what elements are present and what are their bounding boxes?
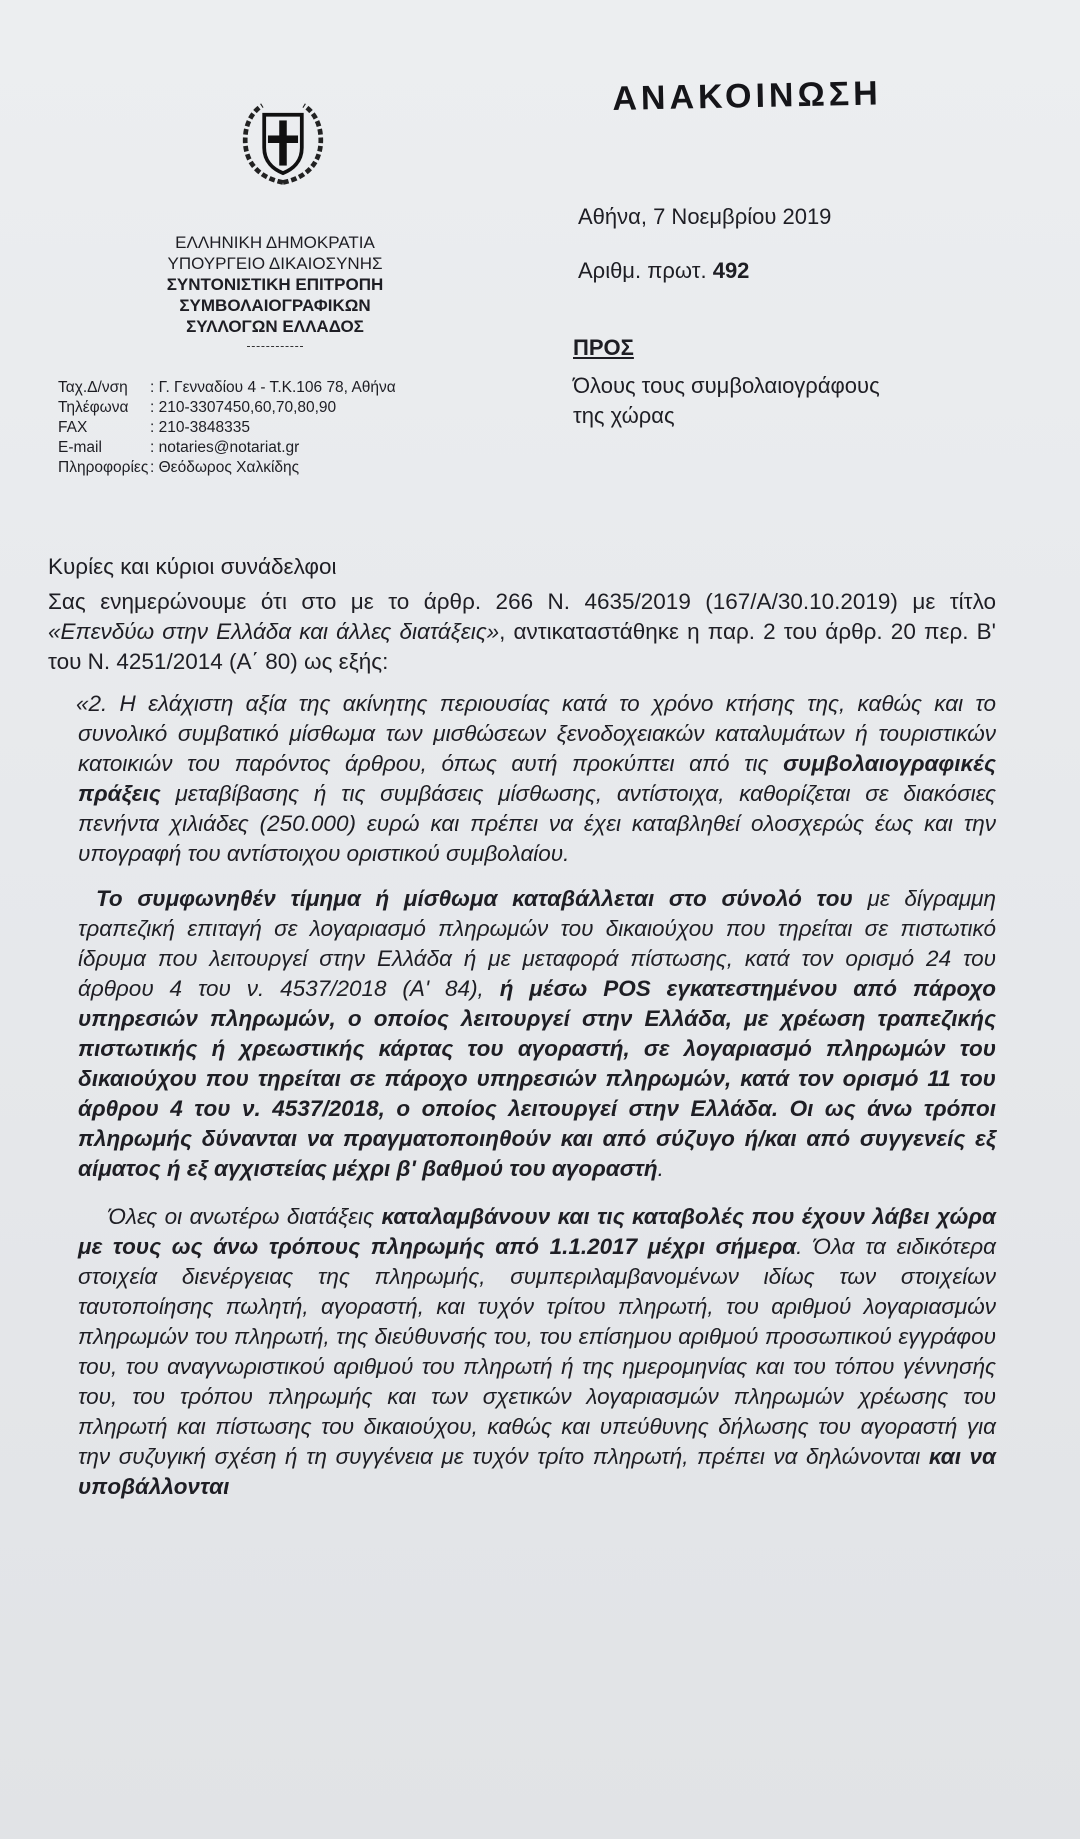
contact-value: : 210-3307450,60,70,80,90 xyxy=(150,399,337,416)
issuer-block xyxy=(120,232,430,347)
protocol-number: 492 xyxy=(712,258,750,283)
quote-emphasis: συμβολαιογραφικές πράξεις xyxy=(78,751,996,806)
contact-row xyxy=(58,378,396,398)
contact-value: : notaries@notariat.gr xyxy=(150,439,300,456)
issuer-line: ΕΛΛΗΝΙΚΗ ΔΗΜΟΚΡΑΤΙΑ xyxy=(175,233,375,252)
contact-row xyxy=(58,398,396,418)
intro-text: , αντικαταστάθηκε η παρ. 2 του άρθρ. 20 περ. Β' του Ν. 4251/2014 (Α΄ 80) ως εξής: xyxy=(48,619,996,674)
issuer-line: ΥΠΟΥΡΓΕΙΟ ΔΙΚΑΙΟΣΥΝΗΣ xyxy=(167,254,383,273)
payment-paragraph xyxy=(48,884,996,1184)
announcement-title: ΑΝΑΚΟΙΝΩΣΗ xyxy=(612,74,883,118)
contact-label: E-mail xyxy=(58,439,102,456)
contact-label: FAX xyxy=(58,419,88,436)
contact-value: : Γ. Γενναδίου 4 - Τ.Κ.106 78, Αθήνα xyxy=(150,379,396,396)
protocol-label: Αριθμ. πρωτ. xyxy=(578,258,707,283)
quote-text: μεταβίβασης ή τις συμβάσεις μίσθωσης, αντίστοιχα, καθορίζεται σε διακόσιες πενήντα χιλιάδες (250.000) ευρώ και πρέπει να έχει καταβληθεί ολοσχερώς έως και την υπογραφή του αντίστοιχου οριστικού συμβολαίου. xyxy=(78,781,996,866)
issuer-line: ΣΥΜΒΟΛΑΙΟΓΡΑΦΙΚΩΝ xyxy=(179,296,371,315)
intro-paragraph xyxy=(48,587,996,677)
contact-row xyxy=(58,458,396,478)
scope-emphasis: και να υποβάλλονται xyxy=(78,1444,996,1499)
salutation: Κυρίες και κύριοι συνάδελφοι xyxy=(48,554,337,579)
payment-text: με δίγραμμη τραπεζική επιταγή σε λογαριασμό πληρωμών του δικαιούχου που τηρείται σε πιστωτικό ίδρυμα που λειτουργεί στην Ελλάδα ή με μεταφορά πίστωσης, κατά τον ορισμό 24 του άρθρου 4 του ν. 4537/2018 (Α' 84), xyxy=(78,886,996,1001)
contact-value: : Θεόδωρος Χαλκίδης xyxy=(150,459,300,476)
contact-details xyxy=(58,378,396,478)
issuer-line: ΣΥΛΛΟΓΩΝ ΕΛΛΑΔΟΣ xyxy=(186,317,364,336)
intro-text: Σας ενημερώνουμε ότι στο με το άρθρ. 266 Ν. 4635/2019 (167/Α/30.10.2019) με τίτλο xyxy=(48,589,996,614)
contact-label: Πληροφορίες xyxy=(58,459,149,476)
scope-text: Όλες οι ανωτέρω διατάξεις xyxy=(108,1204,382,1229)
to-label: ΠΡΟΣ xyxy=(573,335,634,360)
protocol-line xyxy=(578,258,749,284)
date-line: Αθήνα, 7 Νοεμβρίου 2019 xyxy=(578,204,832,229)
quoted-provision xyxy=(48,689,996,869)
recipients-line: της χώρας xyxy=(573,403,675,428)
letter-body xyxy=(48,552,996,1502)
recipients-line: Όλους τους συμβολαιογράφους xyxy=(573,373,880,398)
divider xyxy=(247,346,303,347)
issuer-line: ΣΥΝΤΟΝΙΣΤΙΚΗ ΕΠΙΤΡΟΠΗ xyxy=(166,275,384,294)
scope-paragraph xyxy=(48,1202,996,1502)
quote-text: «2. Η ελάχιστη αξία της ακίνητης περιουσίας κατά το χρόνο κτήσης της, καθώς και το συνολικό συμβατικό μίσθωμα των μισθώσεων ξενοδοχειακών καταλυμάτων ή τουριστικών κατοικιών του παρόντος άρθρου, όπως αυτή προκύπτει από τις xyxy=(76,691,996,776)
contact-label: Ταχ.Δ/νση xyxy=(58,379,128,396)
payment-text: . xyxy=(657,1156,664,1181)
law-title: «Επενδύω στην Ελλάδα και άλλες διατάξεις» xyxy=(48,619,500,644)
greek-coat-of-arms-icon xyxy=(236,96,330,190)
contact-label: Τηλέφωνα xyxy=(58,399,129,416)
payment-emphasis: ή μέσω POS εγκατεστημένου από πάροχο υπηρεσιών πληρωμών, ο οποίος λειτουργεί στην Ελλάδα, με χρέωση τραπεζικής πιστωτικής ή χρεωστικής κάρτας του αγοραστή, σε λογαριασμό πληρωμών του δικαιούχου που τηρείται σε πάροχο υπηρεσιών πληρωμών, κατά τον ορισμό 11 του άρθρου 4 του ν. 4537/2018, ο οποίος λειτουργεί στην Ελλάδα. Οι ως άνω τρόποι πληρωμής δύνανται να πραγματοποιηθούν και από σύζυγο ή/και από συγγενείς εξ αίματος ή εξ αγχιστείας μέχρι β' βαθμού του αγοραστή xyxy=(78,976,997,1181)
contact-value: : 210-3848335 xyxy=(150,419,250,436)
recipients xyxy=(573,371,993,431)
payment-emphasis: Το συμφωνηθέν τίμημα ή μίσθωμα καταβάλλεται στο σύνολό του xyxy=(96,886,853,911)
scope-text: . Όλα τα ειδικότερα στοιχεία διενέργειας της πληρωμής, συμπεριλαμβανομένων ιδίως των στοιχείων ταυτοποίησης πωλητή, αγοραστή, και τυχόν τρίτου πληρωτή, του αριθμού λογαριασμών πληρωμών του πληρωτή, της διεύθυνσής του, του επίσημου αριθμού προσωπικού εγγράφου του, του αναγνωριστικού αριθμού του πληρωτή ή της ημερομηνίας και του τόπου γέννησής του, του τρόπου πληρωμής και των σχετικών λογαριασμών πληρωμών χρέωσης του πληρωτή και πίστωσης του δικαιούχου, καθώς και υπεύθυνης δήλωσης του αγοραστή για την συζυγική σχέση ή τη συγγένεια με τυχόν τρίτο πληρωτή, πρέπει να δηλώνονται xyxy=(78,1234,996,1469)
scope-emphasis: καταλαμβάνουν και τις καταβολές που έχουν λάβει χώρα με τους ως άνω τρόπους πληρωμής από 1.1.2017 μέχρι σήμερα xyxy=(78,1204,996,1259)
contact-row xyxy=(58,418,396,438)
contact-row xyxy=(58,438,396,458)
